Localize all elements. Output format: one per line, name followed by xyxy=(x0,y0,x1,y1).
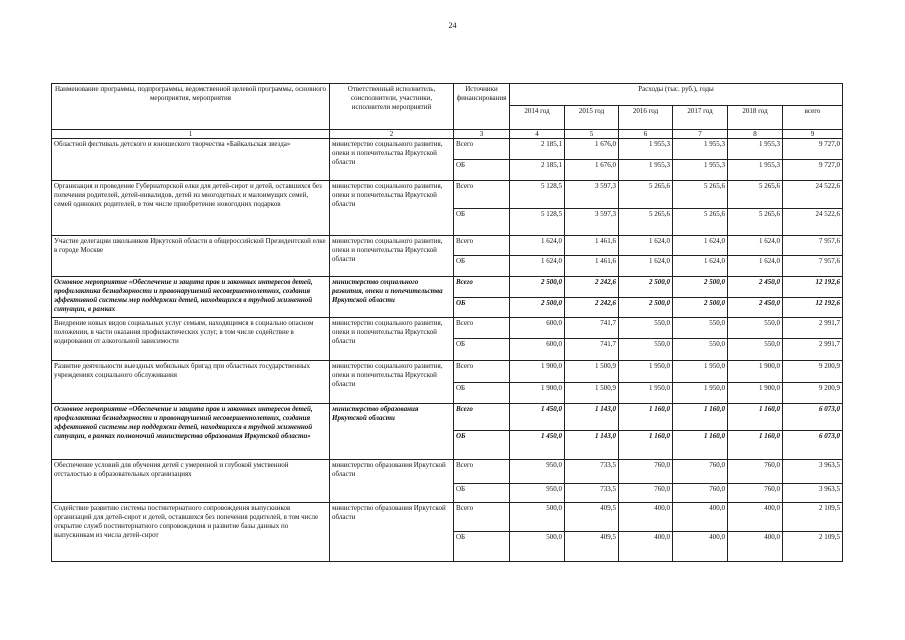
total-value: 12 192,6 xyxy=(783,298,843,318)
executor: министерство социального развития, опеки и попечительства Иркутской области xyxy=(330,277,454,318)
funding-source: ОБ xyxy=(454,160,510,181)
activity-name: Организация и проведение Губернаторской елки для детей-сирот и детей, оставшихся без попечения родителей, детей-инвалидов, детей из многодетных и малоимущих семей, семей одиноких родителей, в том числе приобретение новогодних подарков xyxy=(52,181,330,236)
year-value: 550,0 xyxy=(728,339,783,361)
year-value: 2 500,0 xyxy=(673,298,728,318)
year-value: 5 265,6 xyxy=(619,181,673,209)
year-value: 760,0 xyxy=(673,484,728,503)
year-value: 1 955,3 xyxy=(728,160,783,181)
activity-name: Участие делегации школьников Иркутской области в общероссийской Президентской елке в городе Москве xyxy=(52,236,330,277)
year-value: 600,0 xyxy=(510,318,565,339)
year-value: 600,0 xyxy=(510,339,565,361)
funding-source: ОБ xyxy=(454,532,510,562)
funding-source: Всего xyxy=(454,361,510,383)
funding-source: Всего xyxy=(454,503,510,532)
total-value: 3 963,5 xyxy=(783,484,843,503)
year-value: 500,0 xyxy=(510,532,565,562)
year-value: 1 676,0 xyxy=(565,139,619,160)
year-value: 400,0 xyxy=(673,503,728,532)
table-row xyxy=(52,460,843,484)
year-value: 1 160,0 xyxy=(619,431,673,460)
executor: министерство образования Иркутской области xyxy=(330,503,454,562)
total-value: 24 522,6 xyxy=(783,209,843,236)
total-value: 7 957,6 xyxy=(783,236,843,256)
year-value: 1 950,0 xyxy=(619,383,673,404)
total-value: 12 192,6 xyxy=(783,277,843,298)
page-number: 24 xyxy=(448,21,457,30)
header-source: Источники финансирования xyxy=(454,84,510,130)
year-value: 400,0 xyxy=(728,532,783,562)
total-value: 2 109,5 xyxy=(783,532,843,562)
year-value: 409,5 xyxy=(565,503,619,532)
column-number: 7 xyxy=(673,130,728,139)
total-value: 2 109,5 xyxy=(783,503,843,532)
total-value: 7 957,6 xyxy=(783,256,843,277)
year-value: 1 950,0 xyxy=(673,361,728,383)
activity-name: Содействие развитию системы постинтернатного сопровождения выпускников организаций для детей-сирот и детей, оставшихся без попечения родителей, в том числе открытие служб постинтернатного сопровождения и развитие базы данных по выпускникам из числа детей-сирот xyxy=(52,503,330,562)
header-name: Наименование программы, подпрограммы, ведомственной целевой программы, основного мероприятия, мероприятия xyxy=(52,84,330,130)
year-value: 3 597,3 xyxy=(565,181,619,209)
year-value: 400,0 xyxy=(619,503,673,532)
executor: министерство социального развития, опеки и попечительства Иркутской области xyxy=(330,139,454,181)
year-value: 400,0 xyxy=(673,532,728,562)
total-value: 3 963,5 xyxy=(783,460,843,484)
header-year: 2015 год xyxy=(565,106,619,130)
activity-name: Внедрение новых видов социальных услуг семьям, находящимся в социально опасном положении, в части оказания профилактических услуг, в том числе содействие в кодировании от алкогольной зависимости xyxy=(52,318,330,361)
column-number: 3 xyxy=(454,130,510,139)
executor: министерство социального развития, опеки и попечительства Иркутской области xyxy=(330,181,454,236)
year-value: 400,0 xyxy=(728,503,783,532)
year-value: 1 500,9 xyxy=(565,361,619,383)
header-year: 2018 год xyxy=(728,106,783,130)
year-value: 550,0 xyxy=(728,318,783,339)
year-value: 1 160,0 xyxy=(673,404,728,431)
funding-source: Всего xyxy=(454,181,510,209)
header-expenses: Расходы (тыс. руб.), годы xyxy=(510,84,843,106)
year-value: 5 265,6 xyxy=(728,209,783,236)
table-row xyxy=(52,181,843,209)
year-value: 1 624,0 xyxy=(728,236,783,256)
year-value: 1 950,0 xyxy=(673,383,728,404)
year-value: 950,0 xyxy=(510,484,565,503)
year-value: 550,0 xyxy=(673,339,728,361)
total-value: 9 200,9 xyxy=(783,383,843,404)
table-row xyxy=(52,277,843,298)
header-executor: Ответственный исполнитель, соисполнители, участники, исполнители мероприятий xyxy=(330,84,454,130)
year-value: 1 624,0 xyxy=(510,256,565,277)
activity-name: Основное мероприятие «Обеспечение и защита прав и законных интересов детей, профилактика безнадзорности и правонарушений несовершеннолетних, создания эффективной системы мер поддержки детей, находящихся в трудной жизненной ситуации, в рамках xyxy=(52,277,330,318)
year-value: 741,7 xyxy=(565,318,619,339)
funding-source: ОБ xyxy=(454,431,510,460)
funding-source: ОБ xyxy=(454,383,510,404)
executor: министерство социального развития, опеки и попечительства Иркутской области xyxy=(330,236,454,277)
funding-source: Всего xyxy=(454,404,510,431)
funding-source: ОБ xyxy=(454,298,510,318)
year-value: 5 265,6 xyxy=(673,209,728,236)
year-value: 760,0 xyxy=(728,460,783,484)
year-value: 1 624,0 xyxy=(510,236,565,256)
activity-name: Основное мероприятие «Обеспечение и защита прав и законных интересов детей, профилактика безнадзорности и правонарушений несовершеннолетних, создания эффективной системы мер поддержки детей, находящихся в трудной жизненной ситуации, в рамках полномочий министерства образования Иркутской области» xyxy=(52,404,330,460)
executor: министерство образования Иркутской области xyxy=(330,404,454,460)
year-value: 1 624,0 xyxy=(728,256,783,277)
year-value: 5 128,5 xyxy=(510,181,565,209)
header-year: 2014 год xyxy=(510,106,565,130)
year-value: 1 955,3 xyxy=(673,160,728,181)
year-value: 2 242,6 xyxy=(565,277,619,298)
funding-source: Всего xyxy=(454,460,510,484)
year-value: 2 500,0 xyxy=(673,277,728,298)
year-value: 1 624,0 xyxy=(673,256,728,277)
funding-source: ОБ xyxy=(454,484,510,503)
funding-source: ОБ xyxy=(454,256,510,277)
year-value: 733,5 xyxy=(565,460,619,484)
year-value: 1 955,3 xyxy=(619,139,673,160)
executor: министерство образования Иркутской области xyxy=(330,460,454,503)
activity-name: Обеспечение условий для обучения детей с умеренной и глубокой умственной отсталостью в образовательных организациях xyxy=(52,460,330,503)
year-value: 2 500,0 xyxy=(510,298,565,318)
year-value: 1 160,0 xyxy=(728,404,783,431)
year-value: 2 185,1 xyxy=(510,139,565,160)
executor: министерство социального развития, опеки и попечительства Иркутской области xyxy=(330,318,454,361)
funding-source: Всего xyxy=(454,236,510,256)
year-value: 409,5 xyxy=(565,532,619,562)
year-value: 1 955,3 xyxy=(673,139,728,160)
funding-source: ОБ xyxy=(454,209,510,236)
table-row xyxy=(52,318,843,339)
year-value: 5 265,6 xyxy=(728,181,783,209)
total-value: 6 073,0 xyxy=(783,431,843,460)
table-row xyxy=(52,236,843,256)
year-value: 760,0 xyxy=(619,484,673,503)
year-value: 550,0 xyxy=(619,318,673,339)
year-value: 950,0 xyxy=(510,460,565,484)
year-value: 741,7 xyxy=(565,339,619,361)
year-value: 500,0 xyxy=(510,503,565,532)
year-value: 1 624,0 xyxy=(619,256,673,277)
total-value: 9 727,0 xyxy=(783,139,843,160)
column-number: 8 xyxy=(728,130,783,139)
column-number: 6 xyxy=(619,130,673,139)
year-value: 1 624,0 xyxy=(619,236,673,256)
year-value: 1 143,0 xyxy=(565,431,619,460)
total-value: 2 991,7 xyxy=(783,318,843,339)
column-number-row xyxy=(52,130,843,139)
year-value: 550,0 xyxy=(673,318,728,339)
year-value: 2 500,0 xyxy=(510,277,565,298)
year-value: 760,0 xyxy=(673,460,728,484)
column-number: 1 xyxy=(52,130,330,139)
year-value: 1 955,3 xyxy=(728,139,783,160)
year-value: 2 450,0 xyxy=(728,277,783,298)
year-value: 1 450,0 xyxy=(510,431,565,460)
year-value: 733,5 xyxy=(565,484,619,503)
year-value: 1 676,0 xyxy=(565,160,619,181)
funding-source: Всего xyxy=(454,139,510,160)
total-value: 9 200,9 xyxy=(783,361,843,383)
year-value: 400,0 xyxy=(619,532,673,562)
year-value: 1 500,9 xyxy=(565,383,619,404)
year-value: 2 500,0 xyxy=(619,277,673,298)
budget-table xyxy=(51,83,843,562)
column-number: 5 xyxy=(565,130,619,139)
year-value: 5 265,6 xyxy=(673,181,728,209)
year-value: 3 597,3 xyxy=(565,209,619,236)
header-year: 2016 год xyxy=(619,106,673,130)
column-number: 2 xyxy=(330,130,454,139)
total-value: 2 991,7 xyxy=(783,339,843,361)
year-value: 2 500,0 xyxy=(619,298,673,318)
column-number: 9 xyxy=(783,130,843,139)
funding-source: Всего xyxy=(454,318,510,339)
total-value: 24 522,6 xyxy=(783,181,843,209)
year-value: 1 461,6 xyxy=(565,256,619,277)
executor: министерство социального развития, опеки и попечительства Иркутской области xyxy=(330,361,454,404)
year-value: 1 950,0 xyxy=(619,361,673,383)
year-value: 1 461,6 xyxy=(565,236,619,256)
header-year: 2017 год xyxy=(673,106,728,130)
year-value: 1 450,0 xyxy=(510,404,565,431)
table-row xyxy=(52,503,843,532)
year-value: 1 955,3 xyxy=(619,160,673,181)
table-row xyxy=(52,361,843,383)
year-value: 2 242,6 xyxy=(565,298,619,318)
year-value: 550,0 xyxy=(619,339,673,361)
year-value: 1 624,0 xyxy=(673,236,728,256)
year-value: 760,0 xyxy=(728,484,783,503)
year-value: 1 900,0 xyxy=(510,383,565,404)
year-value: 1 143,0 xyxy=(565,404,619,431)
total-value: 6 073,0 xyxy=(783,404,843,431)
year-value: 1 900,0 xyxy=(728,361,783,383)
year-value: 5 265,6 xyxy=(619,209,673,236)
column-number: 4 xyxy=(510,130,565,139)
total-value: 9 727,0 xyxy=(783,160,843,181)
year-value: 1 160,0 xyxy=(673,431,728,460)
year-value: 1 900,0 xyxy=(510,361,565,383)
year-value: 1 160,0 xyxy=(728,431,783,460)
table-row xyxy=(52,404,843,431)
year-value: 5 128,5 xyxy=(510,209,565,236)
table-row xyxy=(52,139,843,160)
activity-name: Областной фестиваль детского и юношеского творчества «Байкальская звезда» xyxy=(52,139,330,181)
funding-source: Всего xyxy=(454,277,510,298)
header-total: всего xyxy=(783,106,843,130)
year-value: 1 160,0 xyxy=(619,404,673,431)
funding-source: ОБ xyxy=(454,339,510,361)
activity-name: Развитие деятельности выездных мобильных бригад при областных государственных учреждениях социального обслуживания xyxy=(52,361,330,404)
year-value: 760,0 xyxy=(619,460,673,484)
year-value: 2 185,1 xyxy=(510,160,565,181)
year-value: 2 450,0 xyxy=(728,298,783,318)
table-body xyxy=(52,139,843,562)
year-value: 1 900,0 xyxy=(728,383,783,404)
